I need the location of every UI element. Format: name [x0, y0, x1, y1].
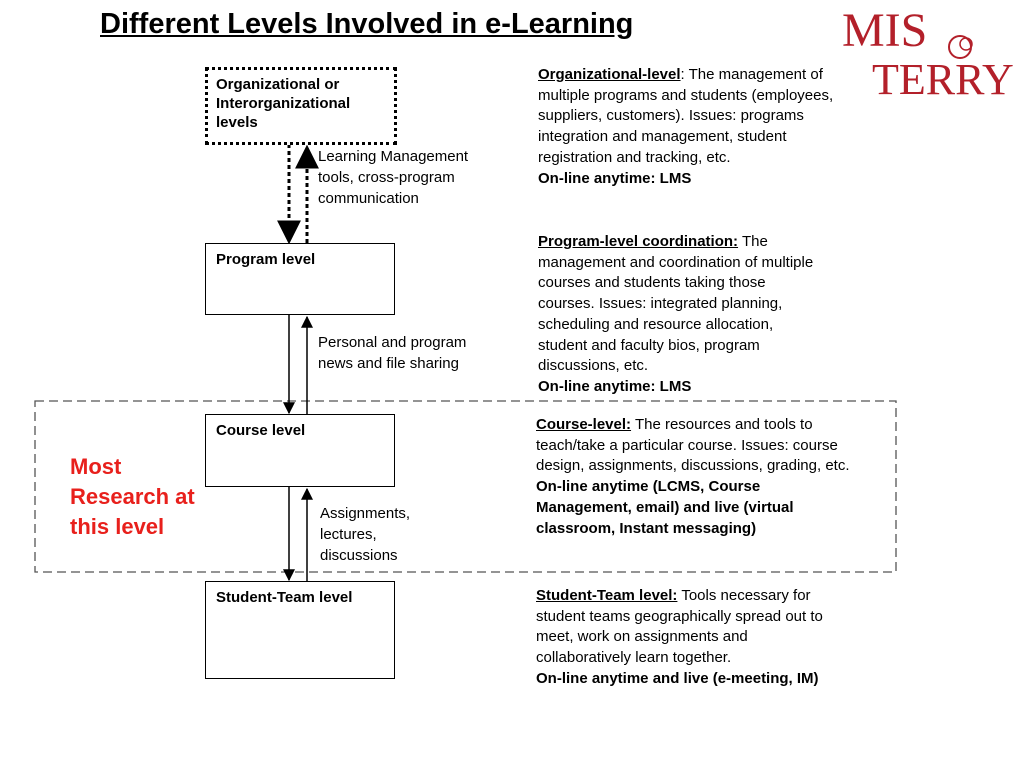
- course-level-description: [536, 415, 856, 539]
- org-level-text: : The management of multiple programs and students (employees, suppliers, customers). Issues: programs integration and management, student registration and tracking, etc.: [538, 66, 834, 166]
- page-title: Different Levels Involved in e-Learning: [100, 8, 634, 40]
- connector-label-org-program: Learning Management tools, cross-program communication: [318, 148, 469, 207]
- course-level-text: The resources and tools to teach/take a particular course. Issues: course design, assignments, discussions, grading, etc.: [536, 416, 850, 475]
- org-level-box: [205, 67, 397, 145]
- course-level-availability: On-line anytime (LCMS, Course Management, email) and live (virtual classroom, Instant messaging): [536, 478, 794, 537]
- student-team-level-heading: Student-Team level:: [536, 587, 678, 604]
- program-level-text: The management and coordination of multiple courses and students taking those courses. Issues: integrated planning, scheduling and resource allocation, student and faculty bios, program discussions, etc.: [538, 233, 814, 375]
- logo-line-2: TERRY: [872, 55, 1014, 102]
- student-team-level-label: Student-Team level: [216, 589, 353, 606]
- org-level-description: [538, 65, 850, 189]
- program-level-heading: Program-level coordination:: [538, 233, 739, 250]
- course-level-label: Course level: [216, 422, 306, 439]
- connector-label-program-course: Personal and program news and file sharing: [318, 334, 467, 372]
- student-team-level-box: [205, 581, 395, 679]
- org-level-label: Organizational or Interorganizational levels: [216, 76, 351, 131]
- org-level-heading: Organizational-level: [538, 66, 681, 83]
- program-level-label: Program level: [216, 251, 316, 268]
- program-level-description: [538, 232, 823, 398]
- course-level-heading: Course-level:: [536, 416, 632, 433]
- logo-line-1: MIS: [842, 4, 928, 57]
- connector-label-course-student: Assignments, lectures, discussions: [320, 505, 411, 564]
- course-level-box: [205, 414, 395, 487]
- most-research-label: Most Research at this level: [70, 454, 195, 539]
- student-team-level-description: [536, 586, 828, 690]
- program-level-box: [205, 243, 395, 315]
- program-level-availability: On-line anytime: LMS: [538, 377, 692, 395]
- student-team-level-availability: On-line anytime and live (e-meeting, IM): [536, 669, 819, 687]
- org-level-availability: On-line anytime: LMS: [538, 169, 692, 187]
- student-team-level-text: Tools necessary for student teams geographically spread out to meet, work on assignments and collaboratively learn together.: [536, 587, 823, 667]
